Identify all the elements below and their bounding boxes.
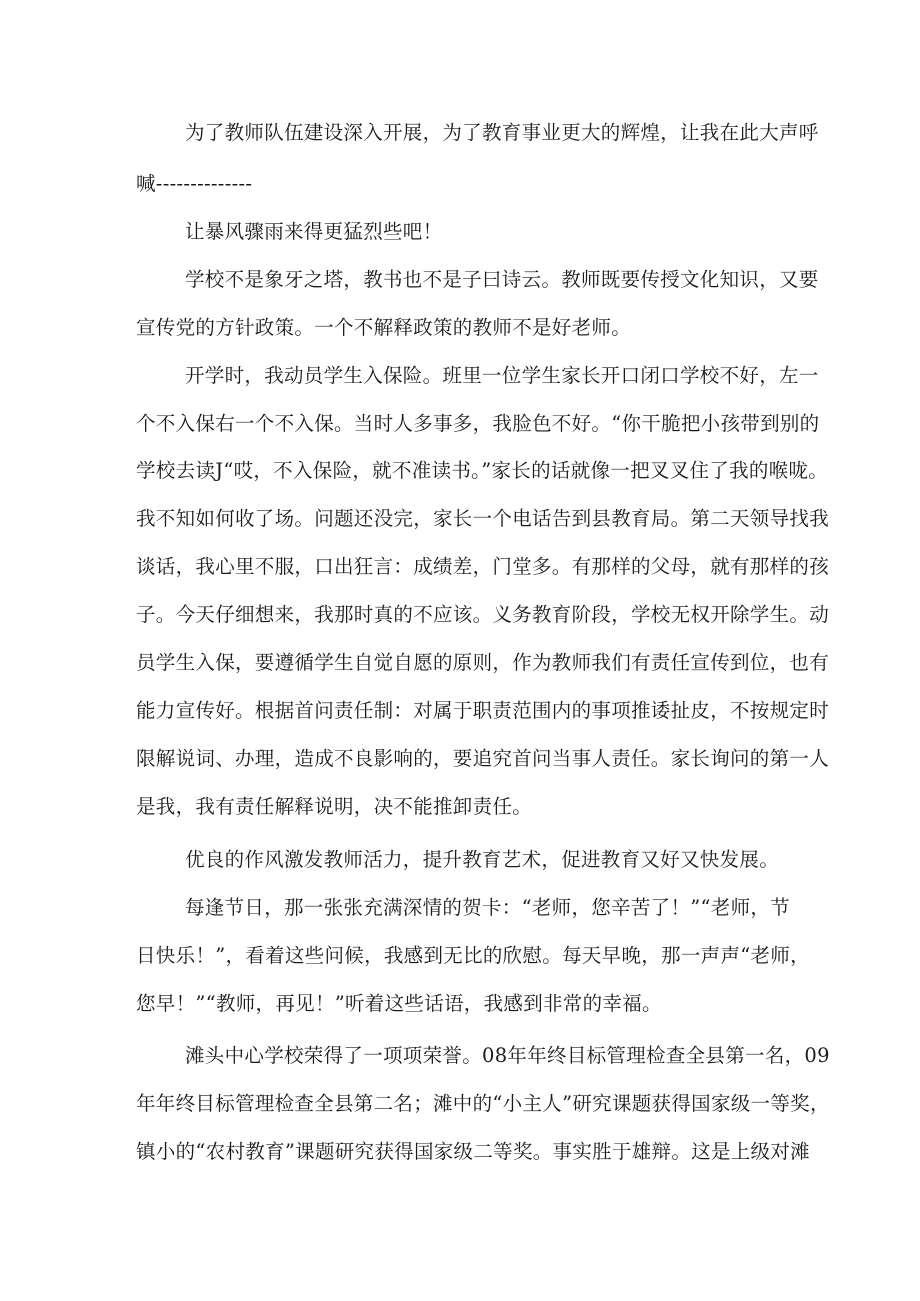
- text-line: 开学时，我动员学生入保险。班里一位学生家长开口闭口学校不好，左一: [185, 364, 819, 387]
- text-line: 宣传党的方针政策。一个不解释政策的教师不是好老师。: [136, 316, 632, 339]
- text-line: 镇小的“农村教育”课题研究获得国家级二等奖。事实胜于雄辩。这是上级对滩: [136, 1140, 810, 1163]
- text-line: 子。今天仔细想来，我那时真的不应该。义务教育阶段，学校无权开除学生。动: [136, 603, 830, 626]
- text-line: 年年终目标管理检查全县第二名；滩中的“小主人”研究课题获得国家级一等奖，: [136, 1092, 830, 1115]
- text-line: 限解说词、办理，造成不良影响的，要追究首问当事人责任。家长询问的第一人: [136, 747, 830, 770]
- text-line: 您早！”“教师，再见！”听着这些话语，我感到非常的幸福。: [136, 992, 662, 1015]
- text-line: 个不入保右一个不入保。当时人多事多，我脸色不好。“你干脆把小孩带到别的: [136, 412, 820, 435]
- text-line: 让暴风骤雨来得更猛烈些吧！: [185, 220, 443, 243]
- text-line: 是我，我有责任解释说明，决不能推卸责任。: [136, 795, 533, 818]
- text-line: 优良的作风激发教师活力，提升教育艺术，促进教育又好又快发展。: [185, 848, 780, 871]
- text-line: 滩头中心学校荣得了一项项荣誉。08年年终目标管理检查全县第一名，09: [185, 1044, 830, 1067]
- text-line: 为了教师队伍建设深入开展，为了教育事业更大的辉煌，让我在此大声呼: [185, 121, 819, 144]
- text-line: 学校不是象牙之塔，教书也不是子曰诗云。教师既要传授文化知识，又要: [185, 268, 819, 291]
- text-line: 我不知如何收了场。问题还没完，家长一个电话告到县教育局。第二天领导找我: [136, 507, 830, 530]
- text-line: 日快乐！”，看着这些问候，我感到无比的欣慰。每天早晚，那一声声“老师，: [136, 944, 810, 967]
- text-line: 喊--------------: [136, 172, 253, 195]
- text-line: 能力宣传好。根据首问责任制：对属于职责范围内的事项推诿扯皮，不按规定时: [136, 699, 830, 722]
- text-line: 学校去读J“哎，不入保险，就不准读书。”家长的话就像一把叉叉住了我的喉咙。: [136, 459, 829, 482]
- text-line: 每逢节日，那一张张充满深情的贺卡：“老师，您辛苦了！”“老师，节: [185, 896, 791, 919]
- text-line: 员学生入保，要遵循学生自觉自愿的原则，作为教师我们有责任宣传到位，也有: [136, 651, 830, 674]
- text-line: 谈话，我心里不服，口出狂言：成绩差，门堂多。有那样的父母，就有那样的孩: [136, 555, 830, 578]
